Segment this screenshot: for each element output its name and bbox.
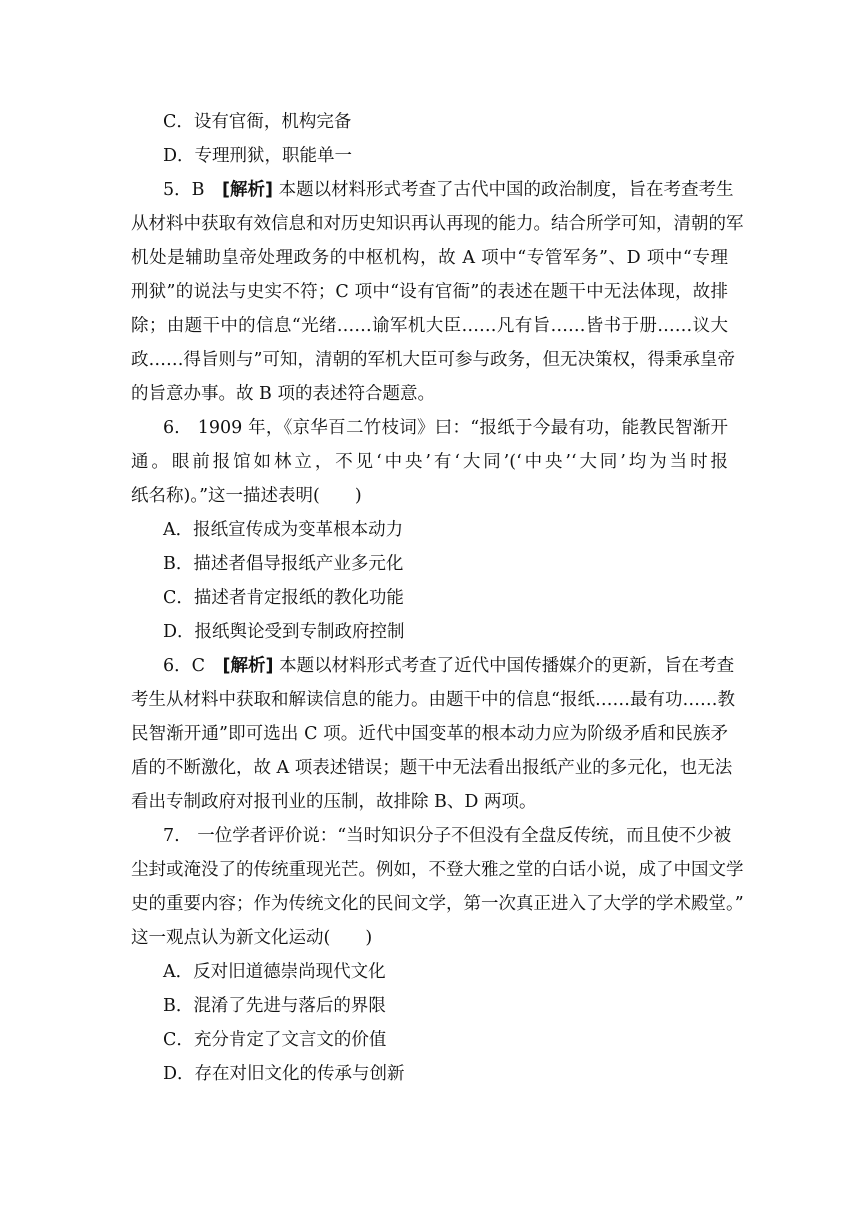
answer-5-tag: [解析]: [222, 180, 273, 200]
q7-option-c: C．充分肯定了文言文的价值: [163, 1030, 387, 1050]
question-7-line-4: 这一观点认为新文化运动( ): [131, 928, 373, 948]
q7-option-b: B．混淆了先进与落后的界限: [163, 996, 386, 1016]
q6-option-d: D．报纸舆论受到专制政府控制: [163, 622, 405, 642]
answer-5-line-4: 刑狱”的说法与史实不符；C 项中“设有官衙”的表述在题干中无法体现，故排: [131, 282, 728, 302]
q4-option-c: C．设有官衙，机构完备: [163, 112, 352, 132]
question-7-line-2: 尘封或淹没了的传统重现光芒。例如，不登大雅之堂的白话小说，成了中国文学: [131, 860, 744, 880]
answer-5-line-3: 机处是辅助皇帝处理政务的中枢机构，故 A 项中“专管军务”、D 项中“专理: [131, 248, 728, 268]
answer-6-text: 本题以材料形式考查了近代中国传播媒介的更新，旨在考查: [273, 656, 735, 676]
answer-5-line-5: 除；由题干中的信息“光绪……谕军机大臣……凡有旨……皆书于册……议大: [131, 316, 728, 336]
answer-5-head: 5．B: [163, 180, 222, 200]
q6-option-c: C．描述者肯定报纸的教化功能: [163, 588, 404, 608]
q6-option-a: A．报纸宣传成为变革根本动力: [163, 520, 404, 540]
q4-option-d: D．专理刑狱，职能单一: [163, 146, 353, 166]
answer-5-line-2: 从材料中获取有效信息和对历史知识再认再现的能力。结合所学可知，清朝的军: [131, 214, 744, 234]
question-6-line-2: 通。眼前报馆如林立，不见‘中央’有‘大同’(‘中央’‘大同’均为当时报: [131, 452, 728, 472]
question-7-line-3: 史的重要内容；作为传统文化的民间文学，第一次真正进入了大学的学术殿堂。”: [131, 894, 744, 914]
question-7-line-1: 7. 一位学者评价说：“当时知识分子不但没有全盘反传统，而且使不少被: [163, 826, 732, 846]
answer-5-line-7: 的旨意办事。故 B 项的表述符合题意。: [131, 384, 435, 404]
answer-6-line-3: 民智渐开通”即可选出 C 项。近代中国变革的根本动力应为阶级矛盾和民族矛: [131, 724, 728, 744]
answer-6-line-4: 盾的不断激化，故 A 项表述错误；题干中无法看出报纸产业的多元化，也无法: [131, 758, 733, 778]
q7-option-d: D．存在对旧文化的传承与创新: [163, 1064, 405, 1084]
answer-6-tag: [解析]: [222, 656, 274, 676]
answer-6-line-2: 考生从材料中获取和解读信息的能力。由题干中的信息“报纸……最有功……教: [131, 690, 735, 710]
q6-option-b: B．描述者倡导报纸产业多元化: [163, 554, 404, 574]
answer-5-line-1: [163, 173, 734, 207]
question-6-line-3: 纸名称)。”这一描述表明( ): [131, 486, 362, 506]
answer-5-text: 本题以材料形式考查了古代中国的政治制度，旨在考查考生: [273, 180, 734, 200]
answer-6-line-5: 看出专制政府对报刊业的压制，故排除 B、D 两项。: [131, 792, 537, 812]
q7-option-a: A．反对旧道德崇尚现代文化: [163, 962, 386, 982]
answer-6-line-1: [163, 649, 735, 683]
question-6-line-1: 6. 1909 年，《京华百二竹枝词》曰：“报纸于今最有功，能教民智渐开: [163, 418, 728, 438]
answer-6-head: 6．C: [163, 656, 223, 676]
answer-5-line-6: 政……得旨则与”可知，清朝的军机大臣可参与政务，但无决策权，得秉承皇帝: [131, 350, 735, 370]
